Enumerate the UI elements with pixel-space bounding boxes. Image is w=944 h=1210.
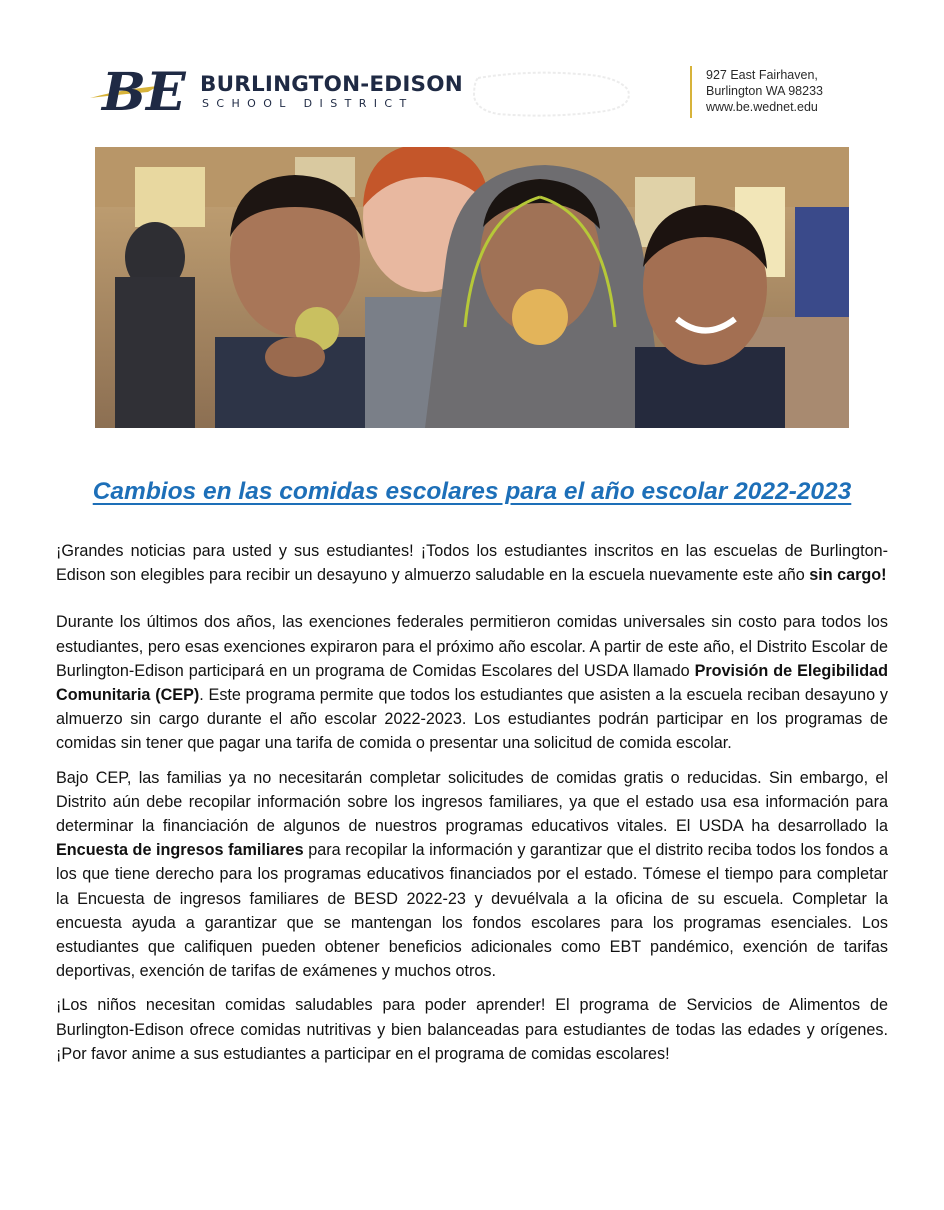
paragraph-closing: ¡Los niños necesitan comidas saludables para poder aprender! El programa de Servicios de Alimentos de Burlington-Edison ofrece comidas nutritivas y bien balanceadas para estudiantes de todas las edades y orígenes. ¡Por favor anime a sus estudiantes a participar en el programa de comidas escolares! [56, 996, 888, 1063]
district-website: www.be.wednet.edu [706, 100, 818, 114]
paragraph-intro-text: ¡Grandes noticias para usted y sus estudiantes! ¡Todos los estudiantes inscritos en las escuelas de Burlington-Edison son elegibles para recibir un desayuno y almuerzo saludable en la escuela nuevamente este año [56, 542, 888, 585]
paragraph-cep [56, 610, 888, 755]
district-subtitle: SCHOOL DISTRICT [202, 97, 414, 110]
paragraph-survey-text-a: Bajo CEP, las familias ya no necesitarán completar solicitudes de comidas gratis o reducidas. Sin embargo, el Distrito aún debe recopilar información sobre los ingresos familiares, ya que el estado usa esa información para determinar la financiación de algunos de nuestros programas educativos vitales. El USDA ha desarrollado la [56, 768, 888, 836]
paragraph-intro [56, 539, 888, 587]
district-name: BURLINGTON-EDISON [200, 72, 463, 97]
logo-initials: BE [102, 62, 186, 118]
paragraph-survey-bold: Encuesta de ingresos familiares [56, 841, 304, 860]
paragraph-cep-text-a: Durante los últimos dos años, las exenciones federales permitieron comidas universales sin costo para todos los estudiantes, pero esas exenciones expiraron para el próximo año escolar. A partir de este año, el Distrito Escolar de Burlington-Edison participará en un programa de Comidas Escolares del USDA llamado [56, 613, 888, 680]
address-line-1: 927 East Fairhaven, [706, 68, 818, 82]
paragraph-cep-text-b: . Este programa permite que todos los estudiantes que asisten a la escuela reciban desayuno y almuerzo sin cargo durante el año escolar 2022-2023. Los estudiantes podrán participar en los programas de comidas sin tener que pagar una tarifa de comida o presentar una solicitud de comida escolar. [56, 686, 888, 753]
paragraph-cep-bold: Provisión de Elegibilidad Comunitaria (CEP) [56, 661, 888, 705]
paragraph-intro-bold: sin cargo! [809, 566, 887, 585]
address-line-2: Burlington WA 98233 [706, 84, 823, 98]
address-divider [690, 66, 692, 118]
district-logo [88, 60, 463, 122]
district-address [706, 67, 823, 115]
article-body [56, 539, 888, 1089]
faint-scribble-mark [468, 68, 636, 120]
students-photo [95, 147, 849, 428]
paragraph-survey [56, 766, 888, 984]
be-logo-mark-icon [88, 60, 196, 118]
page-title: Cambios en las comidas escolares para el año escolar 2022-2023 [92, 478, 852, 505]
paragraph-survey-text-b: para recopilar la información y garantizar que el distrito reciba todos los fondos a los que tiene derecho para los programas educativos financiados por el estado. Tómese el tiempo para completar la Encuesta de ingresos familiares de BESD 2022-23 y devuélvala a la oficina de su escuela. Completar la encuesta ayuda a garantizar que se mantengan los fondos escolares para los programas esenciales. Los estudiantes que califiquen pueden obtener beneficios adicionales como EBT pandémico, exención de tarifas deportivas, exención de tarifas de exámenes y muchos otros. [56, 841, 888, 981]
